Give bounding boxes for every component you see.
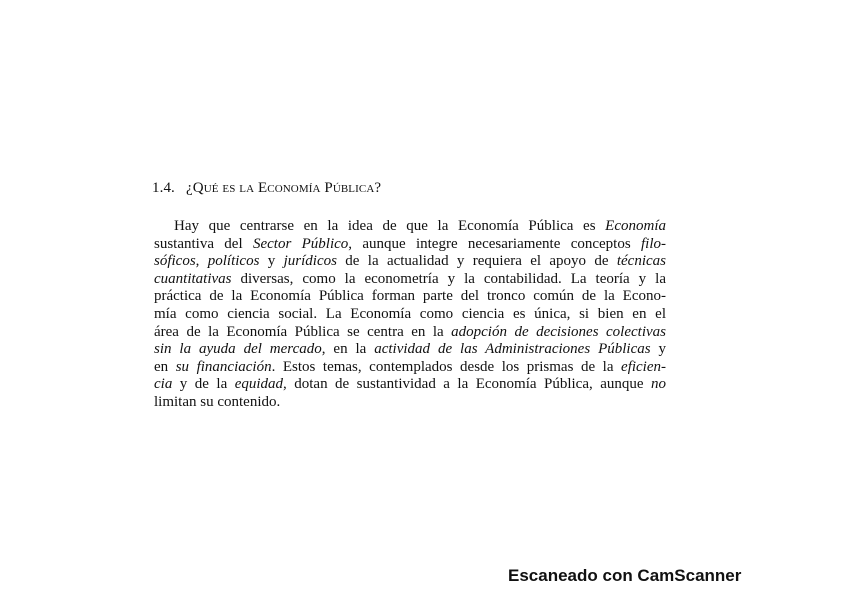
text-segment: , bbox=[195, 253, 208, 270]
text-segment: área de la Economía Pública se centra en la bbox=[154, 323, 452, 340]
italic-segment: adopción de decisiones colectivas bbox=[451, 323, 666, 340]
italic-segment: jurídicos bbox=[283, 253, 337, 270]
text-segment: , en la bbox=[321, 341, 375, 358]
text-line bbox=[154, 394, 666, 412]
text-segment: en bbox=[154, 358, 176, 375]
section-title: ¿Qué es la Economía Pública? bbox=[186, 180, 382, 196]
italic-segment: Sector Público bbox=[252, 235, 349, 252]
text-line bbox=[154, 236, 666, 254]
text-line bbox=[154, 288, 666, 306]
italic-segment: cuantitativas bbox=[154, 270, 232, 287]
section-heading bbox=[152, 180, 381, 197]
text-line bbox=[154, 218, 666, 236]
italic-segment: filo- bbox=[641, 235, 666, 252]
italic-segment: equidad bbox=[234, 376, 284, 393]
text-segment: práctica de la Economía Pública forman parte del tronco común de la Econo- bbox=[154, 288, 666, 305]
text-line bbox=[154, 306, 666, 324]
text-line bbox=[154, 341, 666, 359]
italic-segment: actividad de las Administraciones Públicas bbox=[374, 341, 651, 358]
text-line bbox=[154, 376, 666, 394]
italic-segment: políticos bbox=[207, 253, 260, 270]
text-line bbox=[154, 271, 666, 289]
text-line bbox=[154, 253, 666, 271]
italic-segment: técnicas bbox=[616, 253, 667, 270]
italic-segment: sóficos bbox=[154, 253, 196, 270]
text-segment: y bbox=[650, 341, 667, 358]
italic-segment: su financiación bbox=[175, 358, 272, 375]
italic-segment: sin la ayuda del mercado bbox=[154, 341, 322, 358]
text-segment: limitan su contenido. bbox=[154, 393, 281, 410]
text-segment: diversas, como la econometría y la contabilidad. La teoría y la bbox=[231, 270, 666, 287]
text-segment: Hay que centrarse en la idea de que la Economía Pública es bbox=[174, 218, 606, 234]
text-segment: sustantiva del bbox=[154, 235, 253, 252]
text-segment: y bbox=[259, 253, 284, 270]
camscanner-watermark: Escaneado con CamScanner bbox=[508, 566, 742, 585]
text-line bbox=[154, 359, 666, 377]
text-segment: , aunque integre necesariamente conceptos bbox=[348, 235, 641, 252]
italic-segment: cia bbox=[154, 376, 173, 393]
text-segment: , dotan de sustantividad a la Economía Pública, aunque bbox=[283, 376, 652, 393]
body-paragraph bbox=[154, 218, 666, 412]
italic-segment: eficien- bbox=[621, 358, 667, 375]
text-segment: mía como ciencia social. La Economía como ciencia es única, si bien en el bbox=[154, 305, 666, 322]
italic-segment: Economía bbox=[605, 218, 666, 234]
text-segment: de la actualidad y requiera el apoyo de bbox=[336, 253, 617, 270]
text-segment: y de la bbox=[172, 376, 235, 393]
text-segment: . Estos temas, contemplados desde los prismas de la bbox=[271, 358, 622, 375]
section-number: 1.4. bbox=[152, 180, 175, 196]
italic-segment: no bbox=[651, 376, 667, 393]
text-line bbox=[154, 324, 666, 342]
